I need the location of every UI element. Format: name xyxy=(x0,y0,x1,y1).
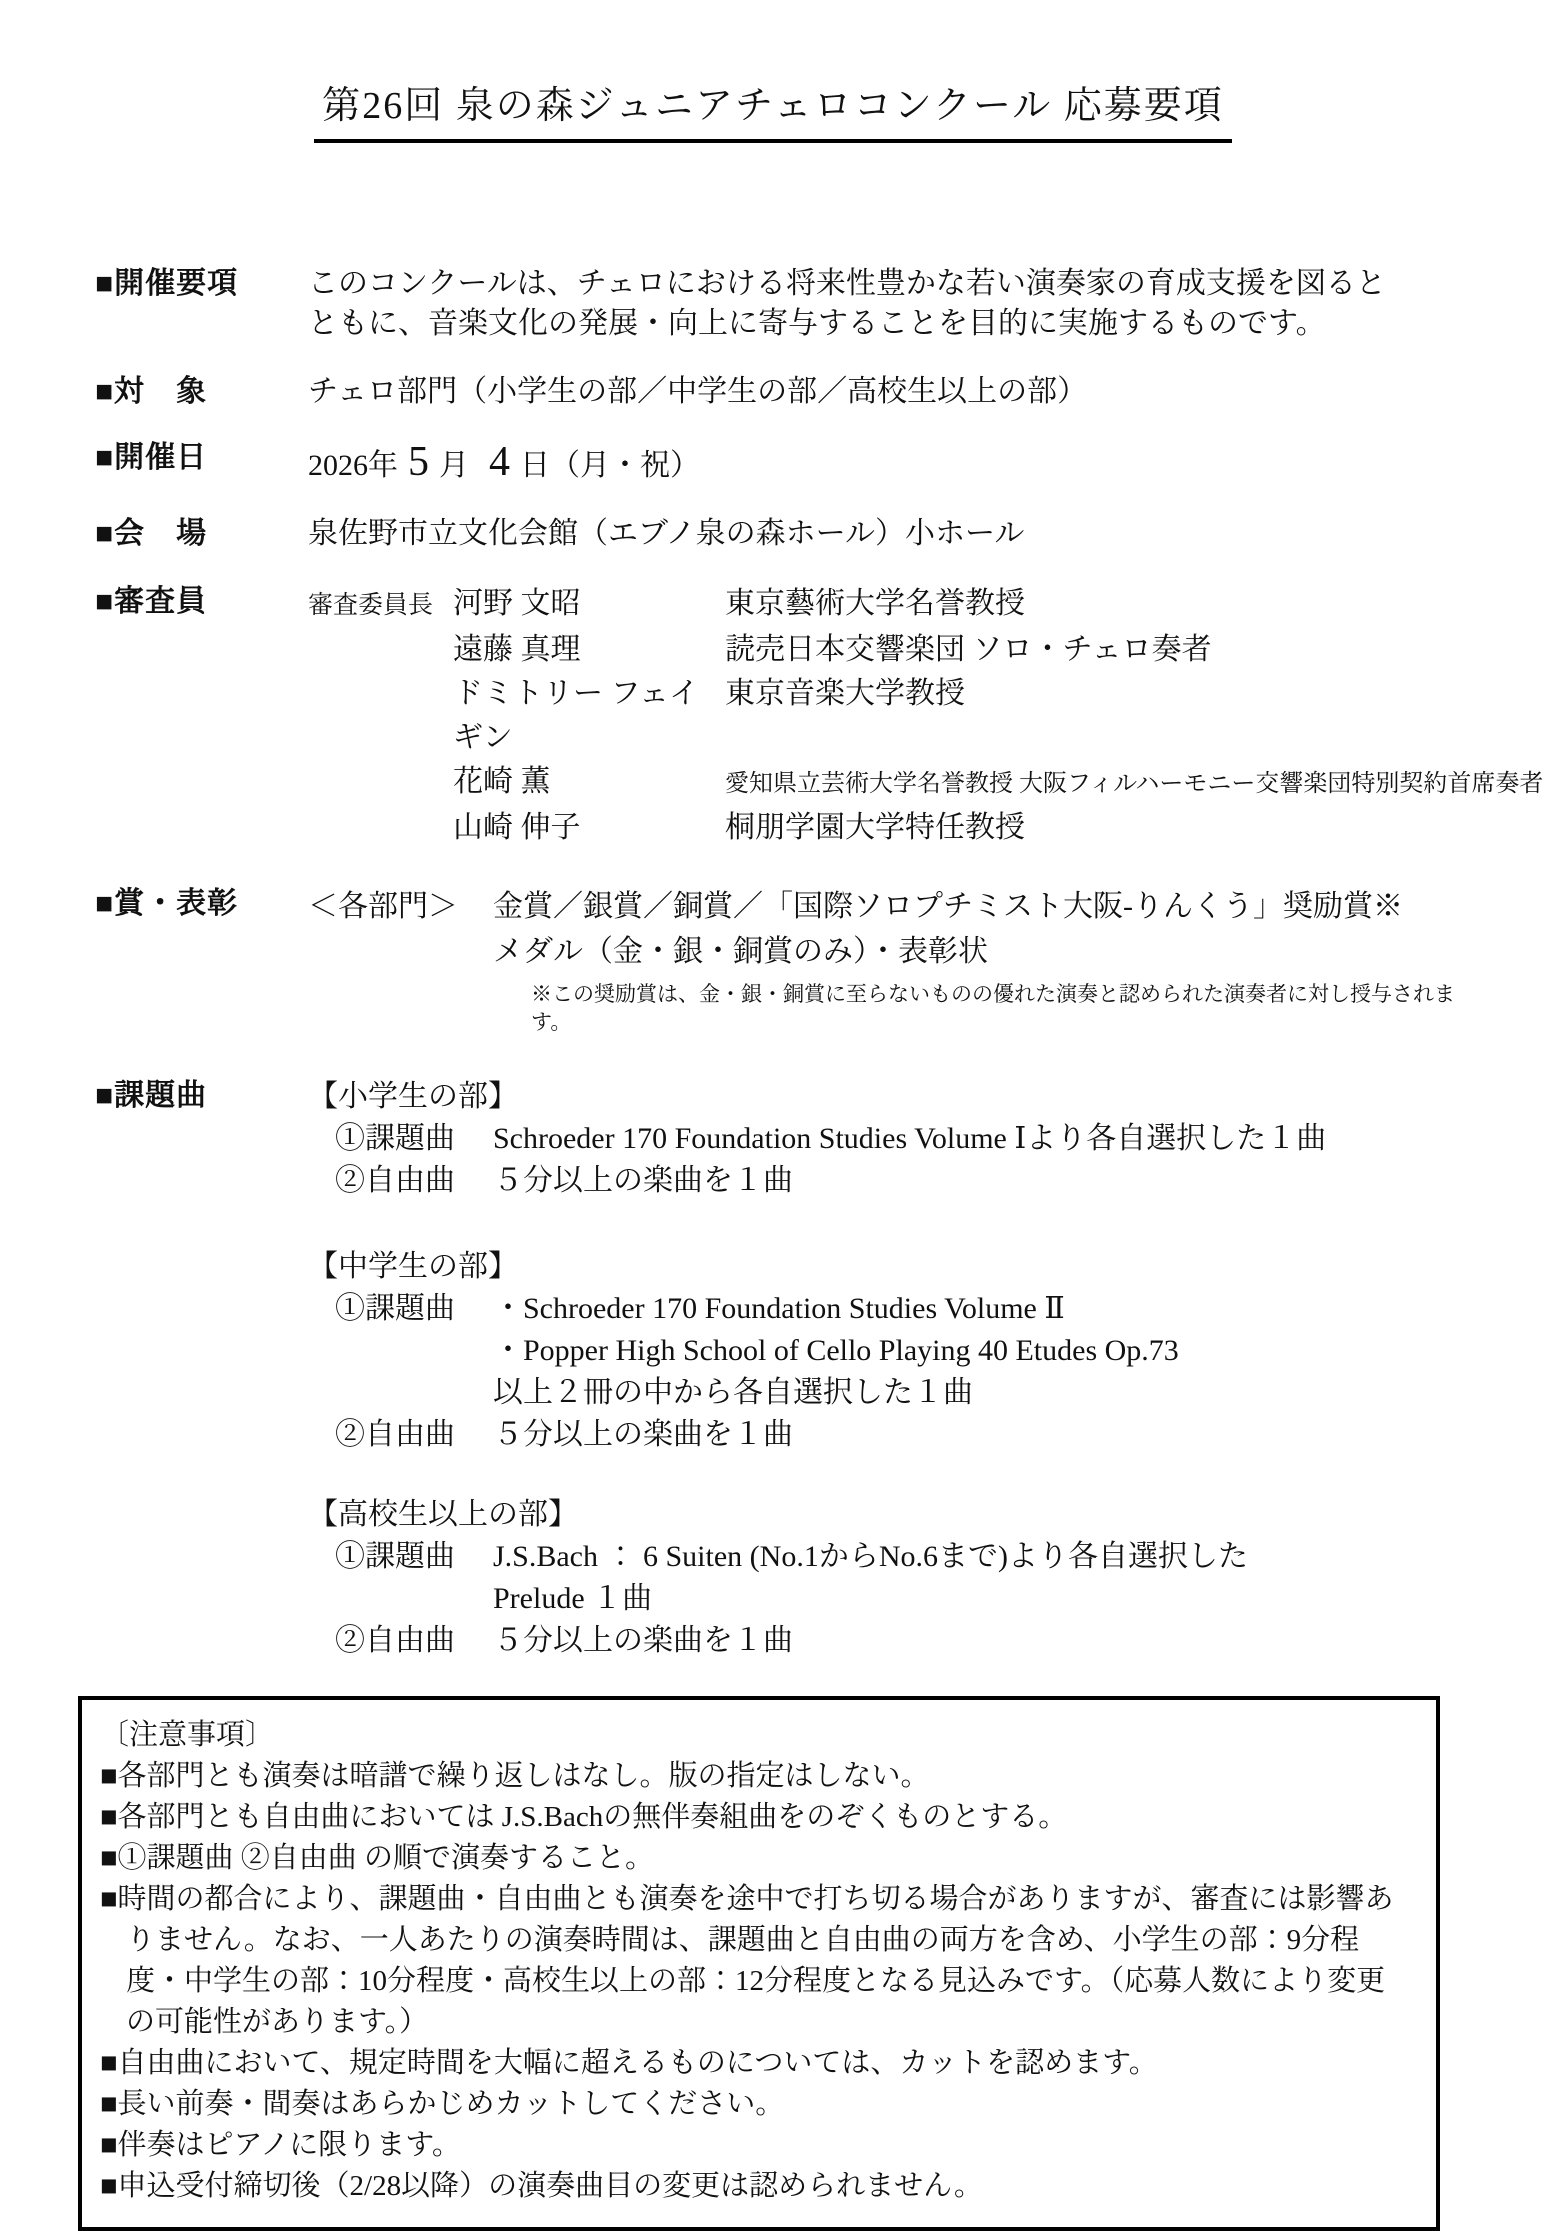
date-text xyxy=(308,438,1490,490)
notice-item: ■長い前奏・間奏はあらかじめカットしてください。 xyxy=(100,2088,785,2121)
judge-name: 山崎 伸子 xyxy=(453,811,581,845)
piece-row xyxy=(308,1118,1490,1160)
piece-number: ②自由曲 xyxy=(335,1164,455,1198)
piece-lines xyxy=(493,1288,1490,1414)
piece-lines xyxy=(493,1118,1490,1160)
section-label-date: ■開催日 xyxy=(95,441,208,475)
piece-row xyxy=(308,1160,1490,1202)
piece-number: ①課題曲 xyxy=(335,1122,455,1156)
piece-row xyxy=(308,1536,1490,1620)
piece-line: Prelude １曲 xyxy=(493,1582,653,1616)
piece-lines xyxy=(493,1620,1490,1662)
piece-line: J.S.Bach ： 6 Suiten (No.1からNo.6まで)より各自選択した xyxy=(493,1540,1248,1574)
judge-affiliation: 桐朋学園大学特任教授 xyxy=(725,811,1025,845)
date-month-number: 5 xyxy=(408,439,429,486)
section-label-repertoire: ■課題曲 xyxy=(95,1079,208,1113)
title-wrap xyxy=(0,58,1546,168)
repertoire-group-junior-high xyxy=(308,1246,1490,1456)
piece-line: ・Popper High School of Cello Playing 40 Etudes Op.73 xyxy=(493,1334,1179,1368)
piece-number: ②自由曲 xyxy=(335,1624,455,1658)
date-month-unit: 月 xyxy=(439,449,469,483)
repertoire-group-elementary xyxy=(308,1076,1490,1202)
awards-line-2: メダル（金・銀・銅賞のみ）・表彰状 xyxy=(493,935,988,969)
judge-row xyxy=(308,760,1543,806)
section-label-venue: ■会 場 xyxy=(95,517,208,551)
judge-affiliation: 愛知県立芸術大学名誉教授 大阪フィルハーモニー交響楽団特別契約首席奏者 xyxy=(725,771,1544,798)
piece-line: Schroeder 170 Foundation Studies Volume Ⅰより各自選択した１曲 xyxy=(493,1122,1327,1156)
date-day-number: 4 xyxy=(489,439,510,486)
notice-item: ■各部門とも演奏は暗譜で繰り返しはなし。版の指定はしない。 xyxy=(100,1760,930,1793)
section-label-awards: ■賞・表彰 xyxy=(95,887,239,921)
judge-chair-title: 審査委員長 xyxy=(308,592,434,620)
judge-row xyxy=(308,806,1543,850)
piece-number: ①課題曲 xyxy=(335,1540,455,1574)
awards-line-1: 金賞／銀賞／銅賞／「国際ソロプチミスト大阪-りんくう」奨励賞※ xyxy=(493,890,1403,924)
piece-line: ５分以上の楽曲を１曲 xyxy=(493,1624,793,1658)
repertoire-group-heading: 【小学生の部】 xyxy=(308,1080,518,1114)
piece-line: ・Schroeder 170 Foundation Studies Volume Ⅱ xyxy=(493,1292,1065,1326)
judge-affiliation: 東京藝術大学名誉教授 xyxy=(725,587,1025,621)
section-overview xyxy=(0,264,1546,344)
piece-line: ５分以上の楽曲を１曲 xyxy=(493,1164,793,1198)
piece-row xyxy=(308,1414,1490,1456)
judge-name: ドミトリー フェイギン xyxy=(453,677,699,755)
section-date xyxy=(0,438,1546,490)
piece-row xyxy=(308,1620,1490,1662)
notice-box xyxy=(78,1696,1440,2231)
repertoire-group-heading: 【中学生の部】 xyxy=(308,1250,518,1284)
piece-line: 以上２冊の中から各自選択した１曲 xyxy=(493,1376,973,1410)
judge-name: 花崎 薫 xyxy=(453,765,551,799)
overview-line-1: このコンクールは、チェロにおける将来性豊かな若い演奏家の育成支援を図ると xyxy=(308,267,1386,301)
judge-affiliation: 読売日本交響楽団 ソロ・チェロ奏者 xyxy=(725,633,1212,667)
section-target xyxy=(0,372,1546,412)
venue-text: 泉佐野市立文化会館（エブノ泉の森ホール）小ホール xyxy=(308,517,1025,551)
judges-list xyxy=(308,582,1543,850)
judge-row xyxy=(308,582,1543,628)
notice-item: ■各部門とも自由曲においては J.S.Bachの無伴奏組曲をのぞくものとする。 xyxy=(100,1801,1068,1834)
overview-text xyxy=(308,264,1490,344)
judge-name: 遠藤 真理 xyxy=(453,633,581,667)
piece-number: ②自由曲 xyxy=(335,1418,455,1452)
section-judges xyxy=(0,582,1546,850)
notice-item: ■①課題曲 ②自由曲 の順で演奏すること。 xyxy=(100,1842,655,1875)
section-awards xyxy=(0,884,1546,1036)
date-day-unit: 日（月・祝） xyxy=(520,449,700,483)
section-repertoire xyxy=(0,1076,1546,1662)
section-label-judges: ■審査員 xyxy=(95,585,208,619)
repertoire-group-heading: 【高校生以上の部】 xyxy=(308,1498,578,1532)
awards-footnote: ※この奨励賞は、金・銀・銅賞に至らないものの優れた演奏と認められた演奏者に対し授与されます。 xyxy=(531,982,1455,1035)
awards-lines xyxy=(493,884,1490,1036)
target-text: チェロ部門（小学生の部／中学生の部／高校生以上の部） xyxy=(308,375,1088,409)
repertoire-content xyxy=(308,1076,1490,1662)
piece-lines xyxy=(493,1160,1490,1202)
notice-heading: 〔注意事項〕 xyxy=(100,1719,275,1752)
judge-name: 河野 文昭 xyxy=(453,587,581,621)
overview-line-2: ともに、音楽文化の発展・向上に寄与することを目的に実施するものです。 xyxy=(308,307,1326,341)
piece-row xyxy=(308,1288,1490,1414)
piece-lines xyxy=(493,1536,1490,1620)
piece-number: ①課題曲 xyxy=(335,1292,455,1326)
date-year: 2026年 xyxy=(308,449,398,483)
awards-content xyxy=(308,884,1490,1036)
section-label-target: ■対 象 xyxy=(95,375,208,409)
piece-lines xyxy=(493,1414,1490,1456)
notice-item: ■時間の都合により、課題曲・自由曲とも演奏を途中で打ち切る場合がありますが、審査には影響ありません。なお、一人あたりの演奏時間は、課題曲と自由曲の両方を含め、小学生の部：9分程度・中学生の部：10分程度・高校生以上の部：12分程度となる見込みです。（応募人数により変更の可能性があります。） xyxy=(100,1883,1394,2039)
notice-item: ■申込受付締切後（2/28以降）の演奏曲目の変更は認められません。 xyxy=(100,2170,983,2203)
awards-row xyxy=(308,884,1490,1036)
section-label-overview: ■開催要項 xyxy=(95,267,239,301)
judge-row xyxy=(308,672,1543,760)
notice-item: ■伴奏はピアノに限ります。 xyxy=(100,2129,461,2162)
judge-affiliation: 東京音楽大学教授 xyxy=(725,677,965,711)
judge-row xyxy=(308,628,1543,672)
awards-scope: ＜各部門＞ xyxy=(308,890,458,924)
piece-line: ５分以上の楽曲を１曲 xyxy=(493,1418,793,1452)
repertoire-group-high-school xyxy=(308,1494,1490,1662)
section-venue xyxy=(0,514,1546,554)
notice-item: ■自由曲において、規定時間を大幅に超えるものについては、カットを認めます。 xyxy=(100,2047,1158,2080)
page-title: 第26回 泉の森ジュニアチェロコンクール 応募要項 xyxy=(314,83,1232,143)
